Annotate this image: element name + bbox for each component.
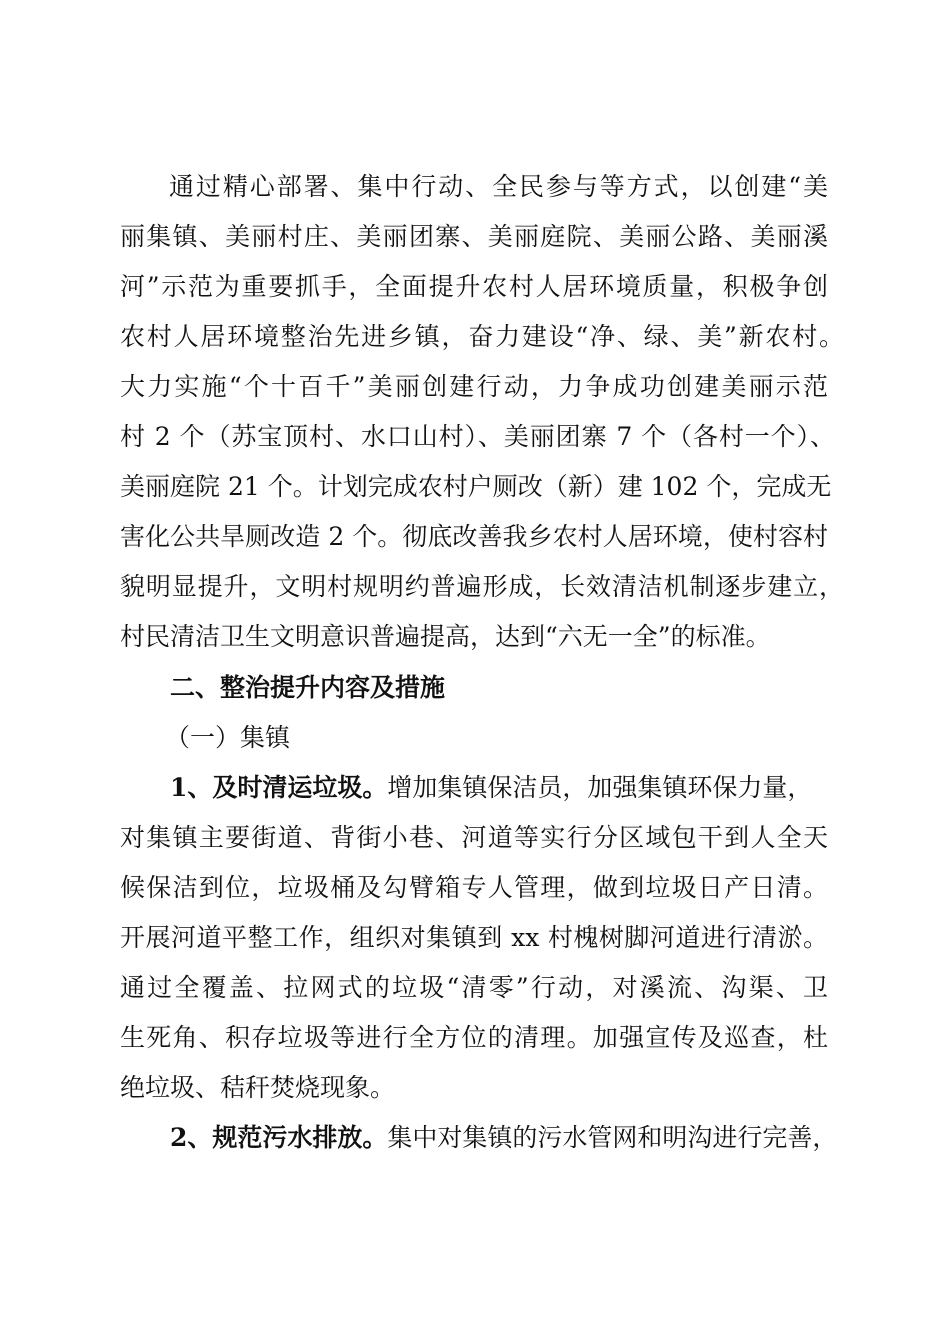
item2-title: 2、规范污水排放。: [170, 1123, 388, 1152]
item2-first-line: [170, 1118, 860, 1158]
item1-title: 1、及时清运垃圾。: [170, 773, 388, 802]
section-heading: 二、整治提升内容及措施: [170, 673, 446, 702]
para1-line-7: 美丽庭院 21 个。计划完成农村户厕改（新）建 102 个，完成无: [120, 472, 832, 501]
para1-line-5: 大力实施“个十百千”美丽创建行动，力争成功创建美丽示范: [120, 372, 828, 401]
item2-first-rest: 集中对集镇的污水管网和明沟进行完善，: [387, 1123, 838, 1152]
para1-line-8: 害化公共旱厕改造 2 个。彻底改善我乡农村人居环境，使村容村: [120, 522, 828, 551]
item1-first-line: [170, 768, 850, 808]
item1-line-7: 绝垃圾、秸秆焚烧现象。: [120, 1073, 396, 1102]
para1-line-10: 村民清洁卫生文明意识普遍提高，达到“六无一全”的标准。: [120, 622, 771, 651]
para1-line-3: 河”示范为重要抓手，全面提升农村人居环境质量，积极争创: [120, 272, 828, 301]
item1-line-5: 通过全覆盖、拉网式的垃圾“清零”行动，对溪流、沟渠、卫: [120, 973, 828, 1002]
para1-line-6: 村 2 个（苏宝顶村、水口山村）、美丽团寨 7 个（各村一个）、: [120, 422, 835, 451]
item1-line-6: 生死角、积存垃圾等进行全方位的清理。加强宣传及巡查，杜: [120, 1023, 828, 1052]
item1-line-2: 对集镇主要街道、背街小巷、河道等实行分区域包干到人全天: [120, 823, 828, 852]
para1-line-9: 貌明显提升，文明村规明约普遍形成，长效清洁机制逐步建立，: [120, 572, 844, 601]
item1-line-4: 开展河道平整工作，组织对集镇到 xx 村槐树脚河道进行清淤。: [120, 923, 828, 952]
subsection-heading: （一）集镇: [165, 723, 291, 752]
para1-line-2: 丽集镇、美丽村庄、美丽团寨、美丽庭院、美丽公路、美丽溪: [120, 222, 828, 251]
para1-line-1: 通过精心部署、集中行动、全民参与等方式，以创建“美: [169, 172, 828, 201]
item1-line-3: 候保洁到位，垃圾桶及勾臂箱专人管理，做到垃圾日产日清。: [120, 873, 828, 902]
item1-first-rest: 增加集镇保洁员，加强集镇环保力量，: [387, 773, 813, 802]
para1-line-4: 农村人居环境整治先进乡镇，奋力建设“净、绿、美”新农村。: [120, 322, 844, 351]
